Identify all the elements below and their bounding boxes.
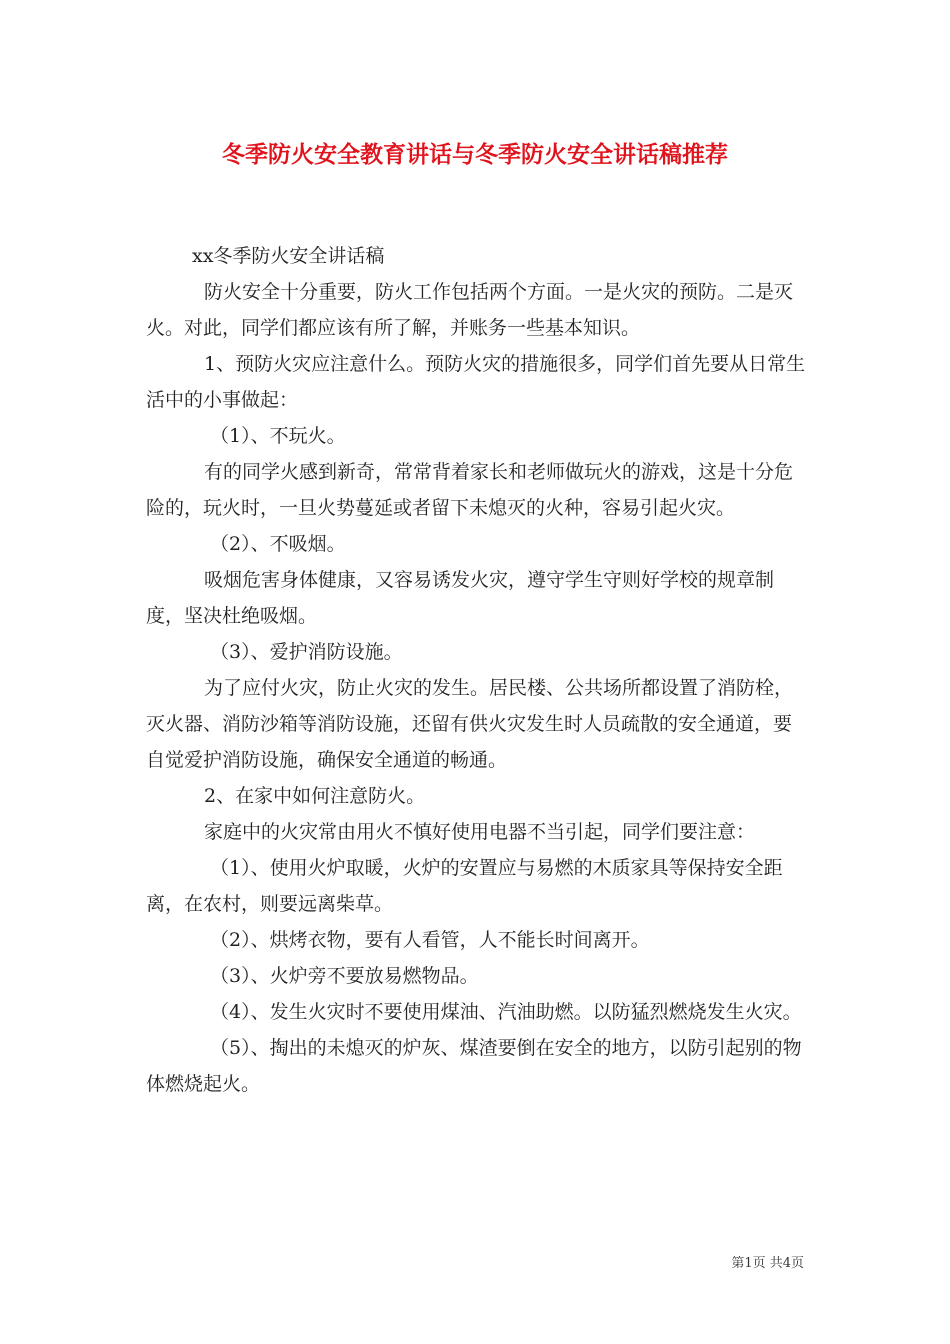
paragraph-list-item: （5）、掏出的未熄灭的炉灰、煤渣要倒在安全的地方，以防引起别的物体燃烧起火。 (146, 1037, 802, 1095)
paragraph-list-item: （3）、爱护消防设施。 (210, 641, 403, 663)
document-body (146, 238, 806, 1102)
paragraph-list-item: （1）、不玩火。 (210, 425, 346, 447)
paragraph-list-item: （1）、使用火炉取暖，火炉的安置应与易燃的木质家具等保持安全距离，在农村，则要远离柴草。 (146, 857, 783, 915)
paragraph-list-item: （2）、烘烤衣物，要有人看管，人不能长时间离开。 (210, 929, 650, 951)
page-title: 冬季防火安全教育讲话与冬季防火安全讲话稿推荐 (222, 141, 728, 168)
page-number: 第1页 共4页 (731, 1256, 804, 1271)
paragraph: 防火安全十分重要，防火工作包括两个方面。一是火灾的预防。二是灭火。对此，同学们都应该有所了解，并账务一些基本知识。 (146, 281, 794, 339)
paragraph-subtitle: xx冬季防火安全讲话稿 (192, 245, 385, 267)
paragraph: 为了应付火灾，防止火灾的发生。居民楼、公共场所都设置了消防栓，灭火器、消防沙箱等消防设施，还留有供火灾发生时人员疏散的安全通道，要自觉爱护消防设施，确保安全通道的畅通。 (146, 677, 794, 771)
paragraph: 有的同学火感到新奇，常常背着家长和老师做玩火的游戏，这是十分危险的，玩火时，一旦火势蔓延或者留下未熄灭的火种，容易引起火灾。 (146, 461, 794, 519)
paragraph: 1、预防火灾应注意什么。预防火灾的措施很多，同学们首先要从日常生活中的小事做起： (146, 353, 806, 411)
paragraph: 吸烟危害身体健康，又容易诱发火灾，遵守学生守则好学校的规章制度，坚决杜绝吸烟。 (146, 569, 775, 627)
paragraph-heading: 2、在家中如何注意防火。 (204, 785, 426, 807)
paragraph-list-item: （2）、不吸烟。 (210, 533, 346, 555)
paragraph-list-item: （3）、火炉旁不要放易燃物品。 (210, 965, 479, 987)
paragraph: 家庭中的火灾常由用火不慎好使用电器不当引起，同学们要注意： (204, 821, 756, 843)
paragraph-list-item: （4）、发生火灾时不要使用煤油、汽油助燃。以防猛烈燃烧发生火灾。 (210, 1001, 802, 1023)
